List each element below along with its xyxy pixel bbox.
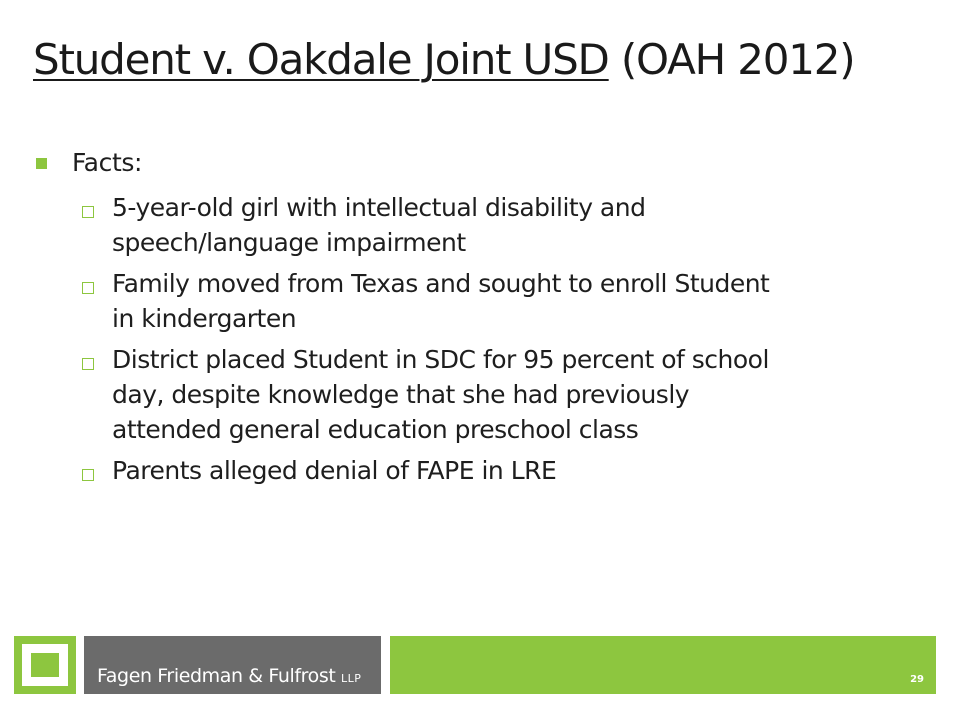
hollow-square-bullet-icon <box>82 358 94 370</box>
fact-item <box>82 266 902 336</box>
facts-heading-item <box>36 146 142 180</box>
page-number: 29 <box>910 674 924 685</box>
filled-square-bullet-icon <box>36 158 47 169</box>
fact-item <box>82 453 902 488</box>
fact-text <box>112 266 769 336</box>
firm-name-bar <box>84 636 381 694</box>
slide-title <box>33 30 855 90</box>
firm-name-main: Fagen Friedman & Fulfrost <box>97 665 336 687</box>
fact-line: Parents alleged denial of FAPE in LRE <box>112 456 557 485</box>
fact-item <box>82 190 902 260</box>
slide-footer <box>0 636 960 694</box>
hollow-square-bullet-icon <box>82 469 94 481</box>
case-citation: (OAH 2012) <box>620 35 855 84</box>
fact-line: 5-year-old girl with intellectual disability and <box>112 193 646 222</box>
logo-frame <box>22 644 68 686</box>
footer-accent-bar <box>390 636 936 694</box>
fact-line: District placed Student in SDC for 95 percent of school <box>112 345 769 374</box>
fact-line: in kindergarten <box>112 304 297 333</box>
logo-square <box>31 653 59 677</box>
fact-line: attended general education preschool class <box>112 415 639 444</box>
fact-item <box>82 342 902 447</box>
fact-line: day, despite knowledge that she had previously <box>112 380 690 409</box>
fact-line: speech/language impairment <box>112 228 466 257</box>
facts-heading: Facts: <box>72 148 142 177</box>
case-name: Student v. Oakdale Joint USD <box>33 35 609 84</box>
fact-text <box>112 190 645 260</box>
firm-suffix: LLP <box>341 672 362 685</box>
hollow-square-bullet-icon <box>82 282 94 294</box>
fact-line: Family moved from Texas and sought to enroll Student <box>112 269 770 298</box>
firm-name <box>97 665 361 687</box>
fact-text <box>112 453 556 488</box>
hollow-square-bullet-icon <box>82 206 94 218</box>
firm-logo-icon <box>14 636 76 694</box>
facts-list <box>82 190 902 494</box>
fact-text <box>112 342 769 447</box>
